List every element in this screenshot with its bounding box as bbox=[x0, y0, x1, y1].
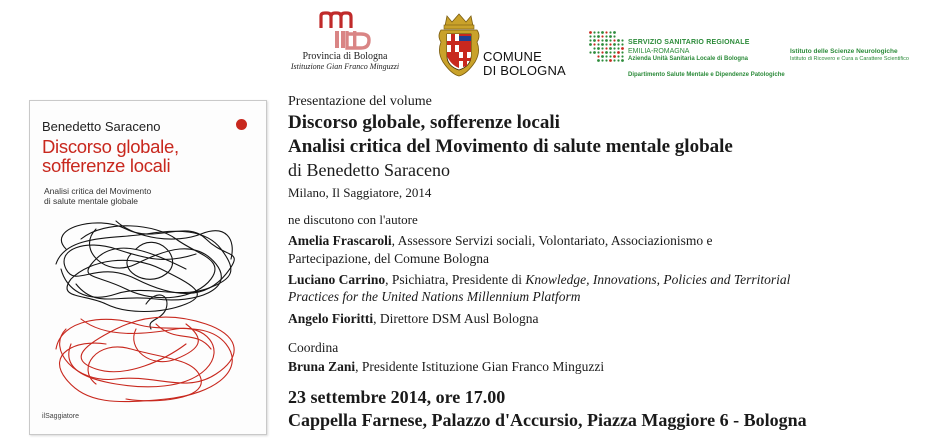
event-date: 23 settembre 2014, ore 17.00 bbox=[288, 387, 506, 407]
book-title-line1: Discorso globale, bbox=[42, 136, 179, 157]
book-publisher: ilSaggiatore bbox=[42, 413, 79, 420]
comune-line1: COMUNE bbox=[483, 49, 542, 64]
comune-bologna-logo bbox=[437, 12, 567, 84]
book-title-main: Discorso globale, sofferenze locali bbox=[288, 112, 560, 133]
discussant-3-name: Angelo Fioritti bbox=[288, 311, 374, 326]
isn-line1: Istituto delle Scienze Neurologiche bbox=[790, 48, 898, 55]
dipartimento-name: Dipartimento Salute Mentale e Dipendenze Patologiche bbox=[628, 72, 785, 78]
discussant-3-role: , Direttore DSM Ausl Bologna bbox=[373, 311, 539, 326]
discussant-1 bbox=[288, 233, 712, 249]
provincia-mb-mark-icon bbox=[317, 10, 373, 50]
discussant-2-role-italic-b: Practices for the United Nations Millennium Platform bbox=[288, 289, 581, 304]
book-subtitle-line1: Analisi critica del Movimento bbox=[44, 186, 152, 196]
comune-name bbox=[483, 50, 566, 78]
book-cover bbox=[29, 100, 267, 435]
book-subtitle bbox=[44, 186, 204, 206]
ssr-line3: Azienda Unità Sanitaria Locale di Bologna bbox=[628, 56, 749, 62]
discussant-1-name: Amelia Frascaroli bbox=[288, 233, 392, 248]
publisher-badge-icon bbox=[236, 119, 247, 130]
book-author: Benedetto Saraceno bbox=[42, 119, 161, 134]
discussant-2-name: Luciano Carrino bbox=[288, 272, 386, 287]
ssr-dot-grid-icon bbox=[588, 30, 626, 64]
discussant-2 bbox=[288, 272, 790, 288]
book-title-line2: sofferenze locali bbox=[42, 155, 171, 176]
servizio-sanitario-logo bbox=[588, 30, 938, 85]
ssr-line1: SERVIZIO SANITARIO REGIONALE bbox=[628, 39, 750, 46]
book-author-line: di Benedetto Saraceno bbox=[288, 160, 450, 180]
comune-crest-icon bbox=[437, 12, 481, 78]
discussant-3 bbox=[288, 311, 538, 327]
coordinator-label: Coordina bbox=[288, 340, 339, 355]
scribble-illustration-icon bbox=[36, 209, 262, 409]
coordinator bbox=[288, 359, 604, 375]
comune-line2: DI BOLOGNA bbox=[483, 63, 566, 78]
publication-info: Milano, Il Saggiatore, 2014 bbox=[288, 185, 432, 200]
discussants-label: ne discutono con l'autore bbox=[288, 212, 418, 227]
provincia-bologna-logo bbox=[290, 10, 400, 82]
event-place: Cappella Farnese, Palazzo d'Accursio, Piazza Maggiore 6 - Bologna bbox=[288, 410, 807, 430]
provincia-name: Provincia di Bologna bbox=[302, 51, 388, 62]
presentation-intro: Presentazione del volume bbox=[288, 94, 432, 109]
isn-line2: Istituto di Ricovero e Cura a Carattere Scientifico bbox=[790, 56, 909, 62]
discussant-2-role-a: , Psichiatra, Presidente di bbox=[385, 272, 526, 287]
book-title-sub: Analisi critica del Movimento di salute mentale globale bbox=[288, 136, 733, 157]
discussant-1-role-a: , Assessore Servizi sociali, Volontariato, Associazionismo e bbox=[391, 233, 713, 248]
coordinator-role: , Presidente Istituzione Gian Franco Minguzzi bbox=[355, 359, 605, 374]
ssr-line2: EMILIA-ROMAGNA bbox=[628, 48, 690, 55]
discussant-1-role-b: Partecipazione, del Comune Bologna bbox=[288, 251, 489, 266]
book-title bbox=[42, 137, 179, 175]
book-subtitle-line2: di salute mentale globale bbox=[44, 196, 139, 206]
istituzione-name: Istituzione Gian Franco Minguzzi bbox=[290, 62, 400, 71]
coordinator-name: Bruna Zani bbox=[288, 359, 356, 374]
discussant-2-role-italic-a: Knowledge, Innovations, Policies and Territorial bbox=[525, 272, 791, 287]
